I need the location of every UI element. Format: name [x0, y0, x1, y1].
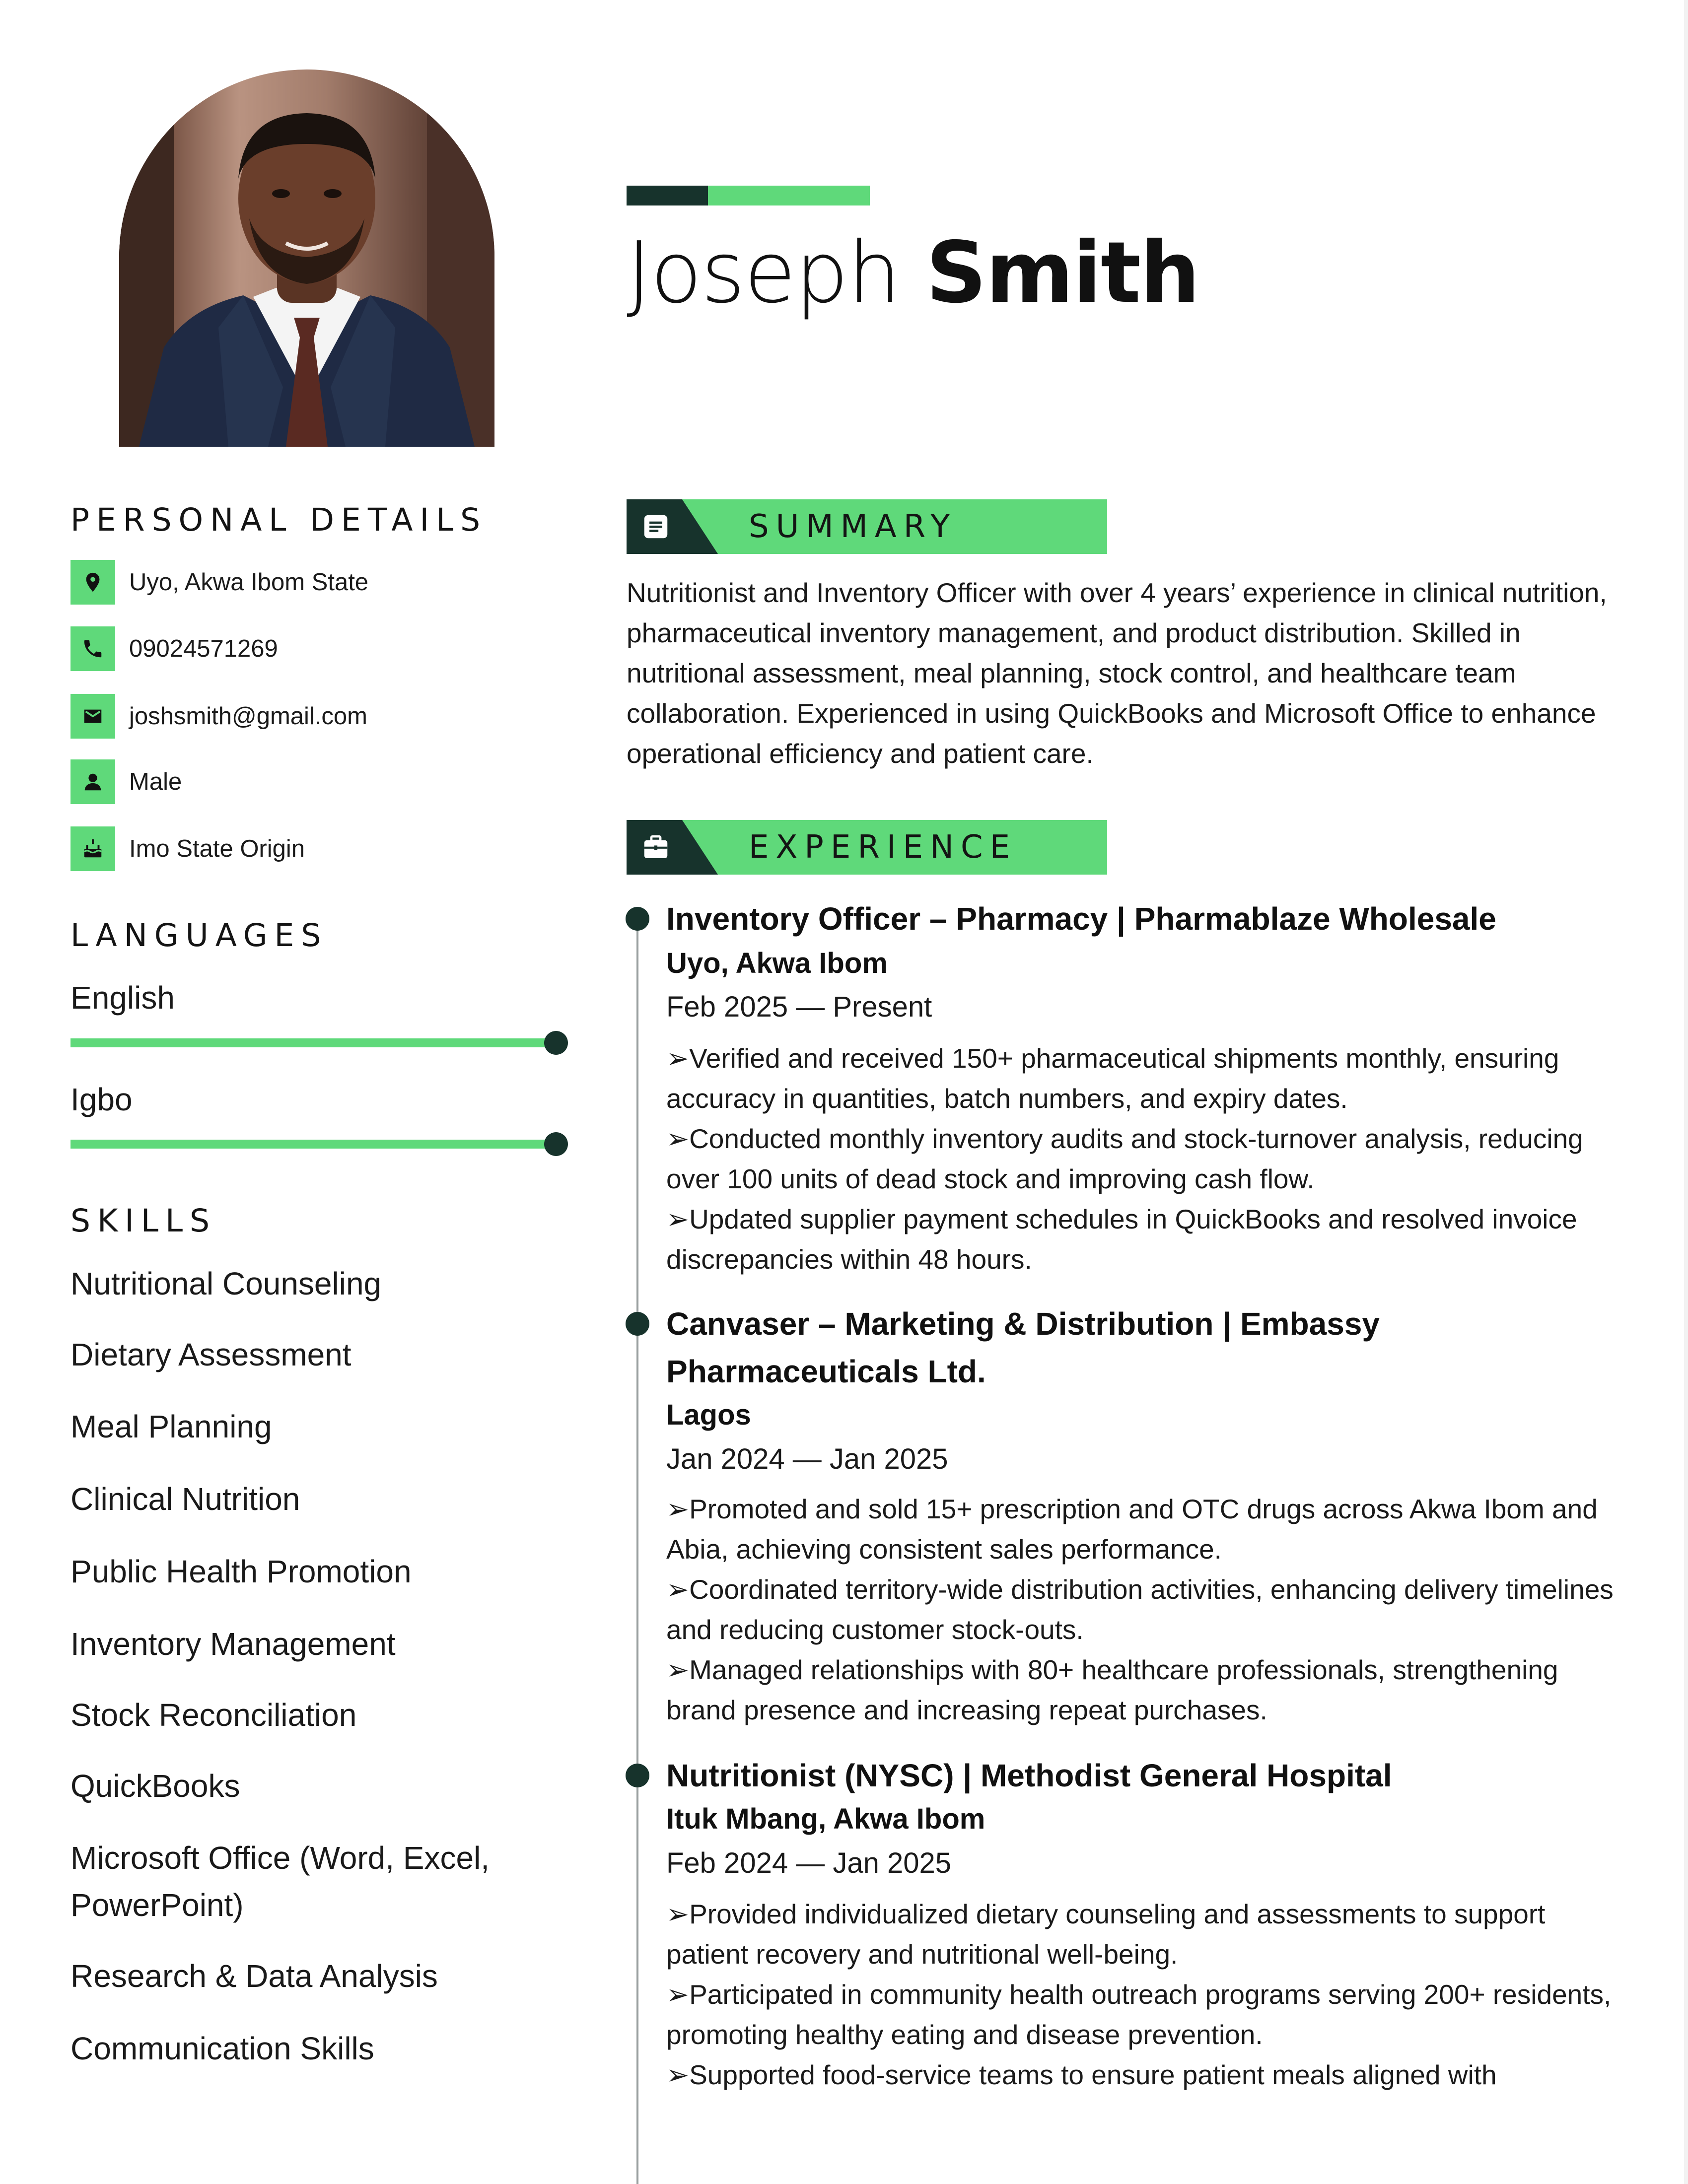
person-icon: [70, 759, 115, 804]
skill-item: Nutritional Counseling: [70, 1266, 382, 1301]
phone-icon: [70, 626, 115, 671]
job-location: Ituk Mbang, Akwa Ibom: [666, 1803, 985, 1835]
skills-heading: SKILLS: [70, 1203, 217, 1239]
summary-text: Nutritionist and Inventory Officer with over 4 years’ experience in clinical nutrition, pharmaceutical inventory management, and product distribution. Skilled in nutritional assessment, meal planning, stock control, and healthcare team collaboration. Experienced in using QuickBooks and Microsoft Office to enhance operational efficiency and patient care.: [627, 577, 1607, 769]
personal-details-heading: PERSONAL DETAILS: [70, 502, 488, 538]
language-igbo-bar: [70, 1140, 551, 1149]
cake-icon: [70, 826, 115, 871]
job-bullets: [666, 1038, 1624, 1280]
skill-item: Dietary Assessment: [70, 1337, 352, 1372]
last-name: Smith: [926, 224, 1199, 322]
job-title: Inventory Officer – Pharmacy | Pharmablaze Wholesale: [666, 901, 1496, 937]
job-title: Nutritionist (NYSC) | Methodist General Hospital: [666, 1758, 1392, 1793]
job-bullet: ➢Updated supplier payment schedules in QuickBooks and resolved invoice discrepancies within 48 hours.: [666, 1204, 1577, 1275]
detail-gender-text: Male: [129, 768, 182, 795]
briefcase-icon: [639, 832, 672, 863]
skill-item: Inventory Management: [70, 1626, 396, 1662]
skill-item: Meal Planning: [70, 1409, 272, 1444]
job-dates: Jan 2024 — Jan 2025: [666, 1443, 948, 1475]
timeline-dot: [626, 1764, 649, 1787]
document-icon: [639, 511, 672, 542]
skill-item: Communication Skills: [70, 2031, 374, 2066]
profile-photo: [119, 69, 494, 447]
summary-heading: SUMMARY: [749, 508, 957, 545]
name-accent-green: [708, 186, 870, 205]
job-bullet: ➢Conducted monthly inventory audits and stock-turnover analysis, reducing over 100 units of dead stock and improving cash flow.: [666, 1123, 1583, 1194]
job-bullet: ➢Provided individualized dietary counseling and assessments to support patient recovery and nutritional well-being.: [666, 1899, 1546, 1970]
job-location: Lagos: [666, 1399, 751, 1431]
job-bullet: ➢Promoted and sold 15+ prescription and OTC drugs across Akwa Ibom and Abia, achieving consistent sales performance.: [666, 1494, 1598, 1565]
skill-item: Microsoft Office (Word, Excel,: [70, 1840, 490, 1876]
first-name: Joseph: [627, 224, 900, 322]
languages-heading: LANGUAGES: [70, 917, 328, 954]
envelope-icon: [70, 694, 115, 739]
experience-heading: EXPERIENCE: [749, 829, 1017, 866]
portrait-illustration: [119, 69, 494, 447]
job-title: Canvaser – Marketing & Distribution | Embassy Pharmaceuticals Ltd.: [666, 1306, 1380, 1389]
detail-location: [70, 560, 368, 605]
skill-item: Research & Data Analysis: [70, 1958, 438, 1994]
skill-item: Clinical Nutrition: [70, 1481, 300, 1517]
detail-email-text: joshsmith@gmail.com: [129, 703, 367, 730]
summary-section-header: [627, 499, 1107, 554]
language-igbo: Igbo: [70, 1082, 133, 1117]
job-bullet: ➢Supported food-service teams to ensure patient meals aligned with: [666, 2059, 1497, 2090]
location-pin-icon: [70, 560, 115, 605]
job-bullet: ➢Verified and received 150+ pharmaceutical shipments monthly, ensuring accuracy in quantities, batch numbers, and expiry dates.: [666, 1043, 1559, 1114]
language-english: English: [70, 980, 175, 1016]
detail-phone: [70, 626, 278, 671]
language-english-marker: [544, 1031, 568, 1055]
skill-item: QuickBooks: [70, 1768, 240, 1804]
detail-email: [70, 694, 367, 739]
skill-item: Stock Reconciliation: [70, 1697, 357, 1733]
language-english-bar: [70, 1038, 551, 1047]
job-bullets: [666, 1894, 1624, 2095]
detail-location-text: Uyo, Akwa Ibom State: [129, 569, 369, 596]
timeline-dot: [626, 907, 649, 931]
language-igbo-marker: [544, 1132, 568, 1156]
job-bullet: ➢Participated in community health outreach programs serving 200+ residents, promoting healthy eating and disease prevention.: [666, 1979, 1612, 2050]
detail-phone-text: 09024571269: [129, 635, 278, 662]
experience-section-header: [627, 820, 1107, 875]
job-location: Uyo, Akwa Ibom: [666, 947, 888, 979]
page-edge: [1684, 0, 1688, 2184]
job-bullet: ➢Managed relationships with 80+ healthcare professionals, strengthening brand presence and increasing repeat purchases.: [666, 1654, 1558, 1725]
job-bullet: ➢Coordinated territory-wide distribution activities, enhancing delivery timelines and reducing customer stock-outs.: [666, 1574, 1614, 1645]
detail-origin: [70, 826, 305, 871]
job-dates: Feb 2025 — Present: [666, 991, 932, 1023]
skill-item: PowerPoint): [70, 1887, 244, 1923]
candidate-name: [627, 223, 1199, 323]
skill-item: Public Health Promotion: [70, 1554, 412, 1589]
detail-gender: [70, 759, 182, 804]
timeline-dot: [626, 1312, 649, 1336]
job-bullets: [666, 1489, 1624, 1730]
job-dates: Feb 2024 — Jan 2025: [666, 1847, 951, 1879]
timeline-line: [636, 918, 638, 2184]
detail-origin-text: Imo State Origin: [129, 835, 305, 862]
name-accent-dark: [627, 186, 708, 205]
